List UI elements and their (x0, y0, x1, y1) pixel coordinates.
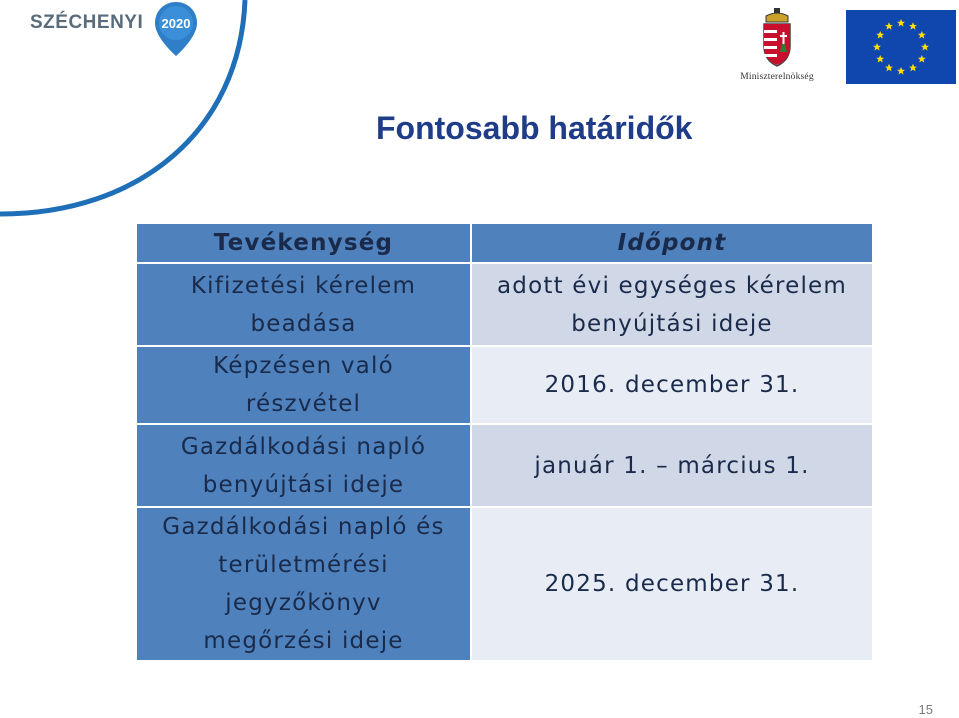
activity-cell (137, 424, 471, 507)
activity-cell (137, 346, 471, 424)
date-cell (471, 424, 872, 507)
page-number: 15 (918, 702, 933, 717)
hungarian-coat-of-arms-icon (760, 8, 794, 68)
cell-line: területmérési (218, 552, 389, 578)
cell-line: adott évi egységes kérelem (496, 272, 847, 299)
deadlines-table (137, 224, 872, 660)
szechenyi-2020-logo (30, 0, 230, 60)
table-row (137, 507, 872, 660)
cell-line: beadása (250, 310, 357, 337)
activity-cell (137, 263, 471, 346)
page-title: Fontosabb határidők (376, 110, 693, 146)
cell-line: január 1. – március 1. (534, 452, 810, 479)
cell-line: részvétel (245, 391, 362, 417)
eu-flag (846, 10, 956, 84)
date-cell (471, 346, 872, 424)
ministry-name: Miniszterelnökség (740, 72, 814, 82)
table-row (137, 263, 872, 346)
location-pin-icon (152, 0, 200, 58)
logo-year-text: 2020 (161, 16, 191, 31)
table-header-row (137, 224, 872, 263)
cell-line: megőrzési ideje (203, 628, 404, 654)
cell-line: Képzésen való (213, 353, 394, 379)
eu-stars-icon (846, 10, 956, 84)
header-date: Időpont (471, 224, 872, 263)
cell-line: 2025. december 31. (544, 571, 800, 597)
cell-line: Gazdálkodási napló (180, 433, 427, 460)
header-activity: Tevékenység (137, 224, 471, 263)
table-row (137, 424, 872, 507)
ministry-logo (722, 8, 832, 86)
cell-line: jegyzőkönyv (225, 590, 382, 616)
date-cell (471, 507, 872, 660)
date-cell (471, 263, 872, 346)
cell-line: Gazdálkodási napló és (162, 514, 445, 540)
cell-line: 2016. december 31. (544, 372, 800, 398)
cell-line: benyújtási ideje (202, 471, 405, 498)
logo-szechenyi-text: SZÉCHENYI (30, 12, 144, 33)
activity-cell (137, 507, 471, 660)
table-row (137, 346, 872, 424)
cell-line: Kifizetési kérelem (190, 272, 417, 299)
cell-line: benyújtási ideje (571, 310, 773, 337)
